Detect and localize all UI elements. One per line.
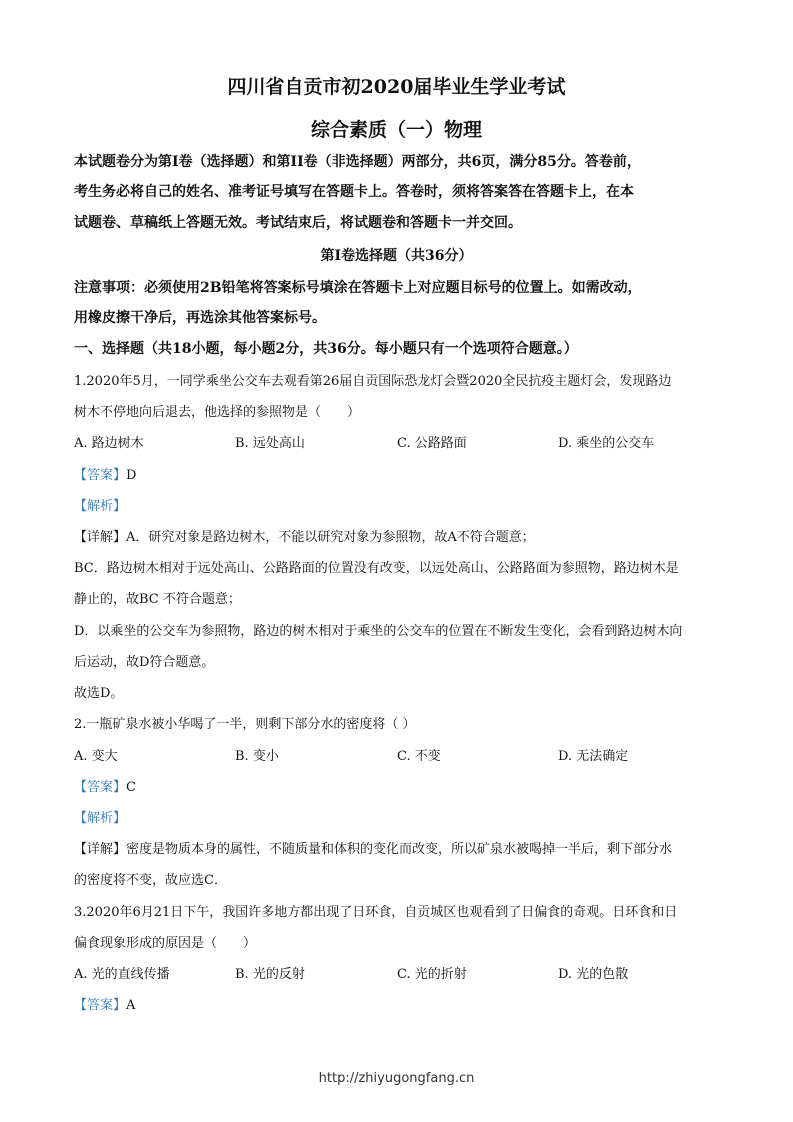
notice-line: 用橡皮擦干净后，再选涂其他答案标号。 (74, 310, 326, 326)
answer-tag: 【答案】 (74, 998, 127, 1013)
question-1-detail: 后运动，故D符合题意。 (74, 655, 215, 670)
answer-tag: 【答案】 (74, 468, 127, 483)
answer-value: C (126, 780, 136, 795)
question-2-detail: 的密度将不变，故应选C． (74, 873, 227, 888)
question-2-stem: 2.一瓶矿泉水被小华喝了一半，则剩下部分水的密度将（ ） (74, 717, 416, 732)
question-2-answer (74, 776, 724, 795)
footer-url[interactable]: http://zhiyugongfang.cn (318, 1071, 475, 1086)
question-1-detail: 故选D。 (74, 686, 124, 701)
question-2-analysis-tag: 【解析】 (74, 811, 127, 826)
question-1-detail: 【详解】A．研究对象是路边树木，不能以研究对象为参照物，故A不符合题意； (74, 530, 535, 545)
instruction-line: 本试题卷分为第I卷（选择题）和第II卷（非选择题）两部分，共6页，满分85分。答卷前， (74, 154, 641, 170)
answer-tag: 【答案】 (74, 780, 127, 795)
question-1-option-a: A. 路边树木 (74, 436, 144, 451)
question-3-stem: 3.2020年6月21日下午，我国许多地方都出现了日环食，自贡城区也观看到了日偏食的奇观。日环食和日 (74, 905, 678, 920)
question-2-option-c: C. 不变 (397, 749, 441, 764)
question-1-stem: 1.2020年5月，一同学乘坐公交车去观看第26届自贡国际恐龙灯会暨2020全民抗疫主题灯会，发现路边 (74, 374, 672, 389)
question-1-detail: 静止的，故BC 不符合题意； (74, 592, 241, 607)
question-2-option-b: B. 变小 (235, 749, 279, 764)
question-1-detail: D．以乘坐的公交车为参照物，路边的树木相对于乘坐的公交车的位置在不断发生变化，会看到路边树木向 (74, 624, 683, 639)
question-1-answer (74, 464, 724, 483)
answer-value: D (126, 468, 137, 483)
exam-title: 四川省自贡市初2020届毕业生学业考试 (227, 76, 566, 98)
instruction-line: 考生务必将自己的姓名、准考证号填写在答题卡上。答卷时，须将答案答在答题卡上，在本 (74, 184, 634, 200)
question-3-stem: 偏食现象形成的原因是（ ） (74, 936, 257, 951)
question-3-option-c: C. 光的折射 (397, 967, 467, 982)
question-1-stem: 树木不停地向后退去，他选择的参照物是（ ） (74, 405, 361, 420)
question-2-detail: 【详解】密度是物质本身的属性，不随质量和体积的变化而改变，所以矿泉水被喝掉一半后，剩下部分水 (74, 842, 673, 857)
question-3-option-a: A. 光的直线传播 (74, 967, 170, 982)
question-1-option-c: C. 公路路面 (397, 436, 467, 451)
question-2-option-d: D. 无法确定 (558, 749, 629, 764)
question-2-option-a: A. 变大 (74, 749, 118, 764)
exam-subtitle: 综合素质（一）物理 (310, 119, 482, 141)
instruction-line: 试题卷、草稿纸上答题无效。考试结束后，将试题卷和答题卡一并交回。 (74, 215, 522, 231)
question-1-detail: BC．路边树木相对于远处高山、公路路面的位置没有改变，以远处高山、公路路面为参照物，路边树木是 (74, 561, 679, 576)
section-title: 第I卷选择题（共36分） (320, 248, 473, 264)
part-heading: 一、选择题（共18小题，每小题2分，共36分。每小题只有一个选项符合题意。） (74, 341, 578, 357)
question-3-answer (74, 994, 724, 1013)
question-3-option-b: B. 光的反射 (235, 967, 305, 982)
answer-value: A (126, 998, 136, 1013)
question-1-analysis-tag: 【解析】 (74, 499, 127, 514)
question-1-option-b: B. 远处高山 (235, 436, 305, 451)
notice-line: 注意事项：必须使用2B铅笔将答案标号填涂在答题卡上对应题目标号的位置上。如需改动， (74, 280, 642, 296)
question-3-option-d: D. 光的色散 (558, 967, 629, 982)
question-1-option-d: D. 乘坐的公交车 (558, 436, 655, 451)
